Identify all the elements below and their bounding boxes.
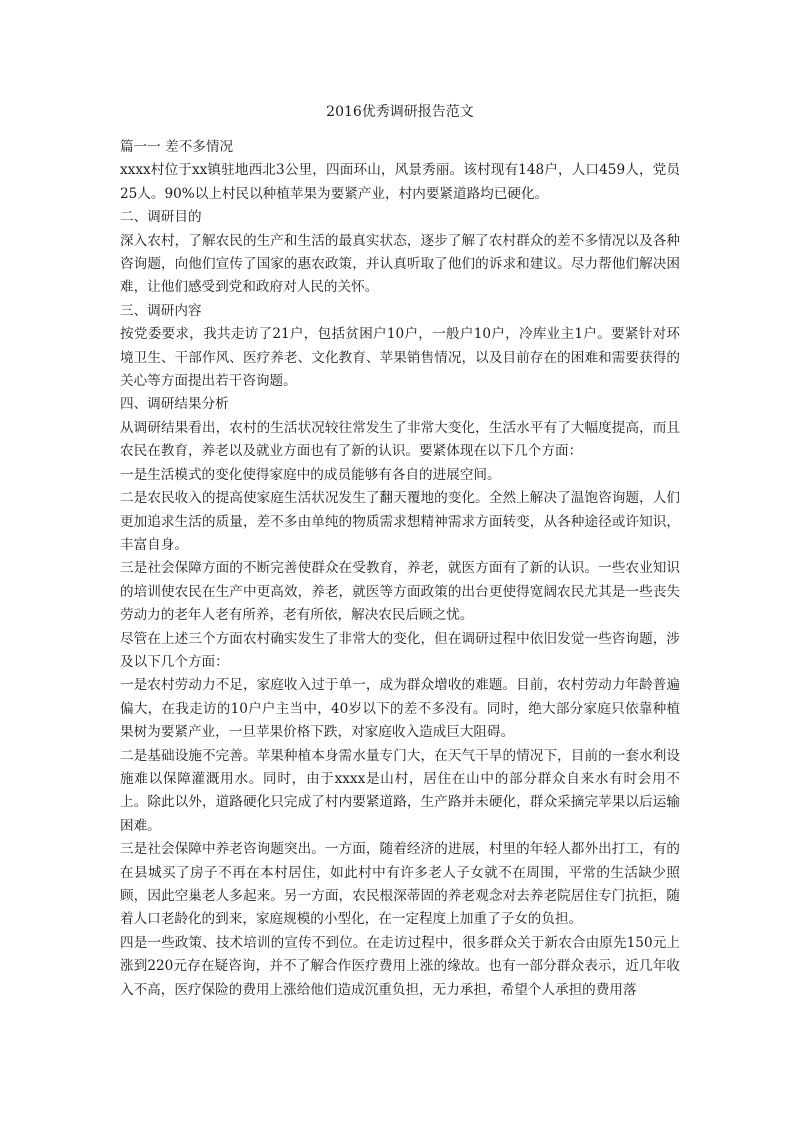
document-body (120, 136, 680, 1002)
paragraph: 一是农村劳动力不足，家庭收入过于单一，成为群众增收的难题。目前，农村劳动力年龄普遍偏大，在我走访的10户户主当中，40岁以下的差不多没有。同时，绝大部分家庭只依靠种植果树为要紧产业，一旦苹果价格下跌，对家庭收入造成巨大阻碍。 (120, 677, 680, 741)
paragraph: 尽管在上述三个方面农村确实发生了非常大的变化，但在调研过程中依旧发觉一些咨询题，涉及以下几个方面： (120, 630, 680, 670)
paragraph: 三是社会保障方面的不断完善使群众在受教育，养老，就医方面有了新的认识。一些农业知识的培训使农民在生产中更高效，养老，就医等方面政策的出台更使得宽阔农民尤其是一些丧失劳动力的老年人老有所养，老有所依，解决农民后顾之忧。 (120, 560, 680, 624)
paragraph: 三是社会保障中养老咨询题突出。一方面，随着经济的进展，村里的年轻人都外出打工，有的在县城买了房子不再在本村居住，如此村中有许多老人子女就不在周围，平常的生活缺少照顾，因此空巢老人多起来。另一方面，农民根深蒂固的养老观念对去养老院居住专门抗拒，随着人口老龄化的到来，家庭规模的小型化，在一定程度上加重了子女的负担。 (120, 841, 680, 928)
section-heading: 三、调研内容 (120, 302, 202, 319)
section-heading: 篇一一 差不多情况 (120, 139, 234, 155)
section-heading: 二、调研目的 (120, 209, 202, 226)
paragraph: 深入农村，了解农民的生产和生活的最真实状态，逐步了解了农村群众的差不多情况以及各种咨询题，向他们宣传了国家的惠农政策，并认真听取了他们的诉求和建议。尽力帮他们解决困难，让他们感受到党和政府对人民的关怀。 (120, 232, 680, 296)
paragraph: 四是一些政策、技术培训的宣传不到位。在走访过程中，很多群众关于新农合由原先150元上涨到220元存在疑咨询，并不了解合作医疗费用上涨的缘故。也有一部分群众表示，近几年收入不高，医疗保险的费用上涨给他们造成沉重负担，无力承担，希望个人承担的费用落 (120, 934, 680, 998)
paragraph: 按党委要求，我共走访了21户，包括贫困户10户，一般户10户，冷库业主1户。要紧针对环境卫生、干部作风、医疗养老、文化教育、苹果销售情况，以及目前存在的困难和需要获得的关心等方面提出若干咨询题。 (120, 326, 680, 390)
document-title: 2016优秀调研报告范文 (326, 104, 474, 120)
paragraph: xxxx村位于xx镇驻地西北3公里，四面环山，风景秀丽。该村现有148户，人口459人，党员25人。90%以上村民以种植苹果为要紧产业，村内要紧道路均已硬化。 (120, 162, 680, 202)
section-heading: 四、调研结果分析 (120, 396, 229, 413)
paragraph: 二是农民收入的提高使家庭生活状况发生了翻天覆地的变化。全然上解决了温饱咨询题，人们更加追求生活的质量，差不多由单纯的物质需求想精神需求方面转变，从各种途径或许知识，丰富自身。 (120, 490, 680, 553)
paragraph: 从调研结果看出，农村的生活状况较往常发生了非常大变化，生活水平有了大幅度提高，而且农民在教育，养老以及就业方面也有了新的认识。要紧体现在以下几个方面： (120, 419, 680, 460)
paragraph: 二是基础设施不完善。苹果种植本身需水量专门大，在天气干旱的情况下，目前的一套水利设施难以保障灌溉用水。同时，由于xxxx是山村，居住在山中的部分群众自来水有时会用不上。除此以外，道路硬化只完成了村内要紧道路，生产路并未硬化，群众采摘完苹果以后运输困难。 (120, 747, 680, 834)
paragraph: 一是生活模式的变化使得家庭中的成员能够有各自的进展空间。 (120, 466, 501, 483)
